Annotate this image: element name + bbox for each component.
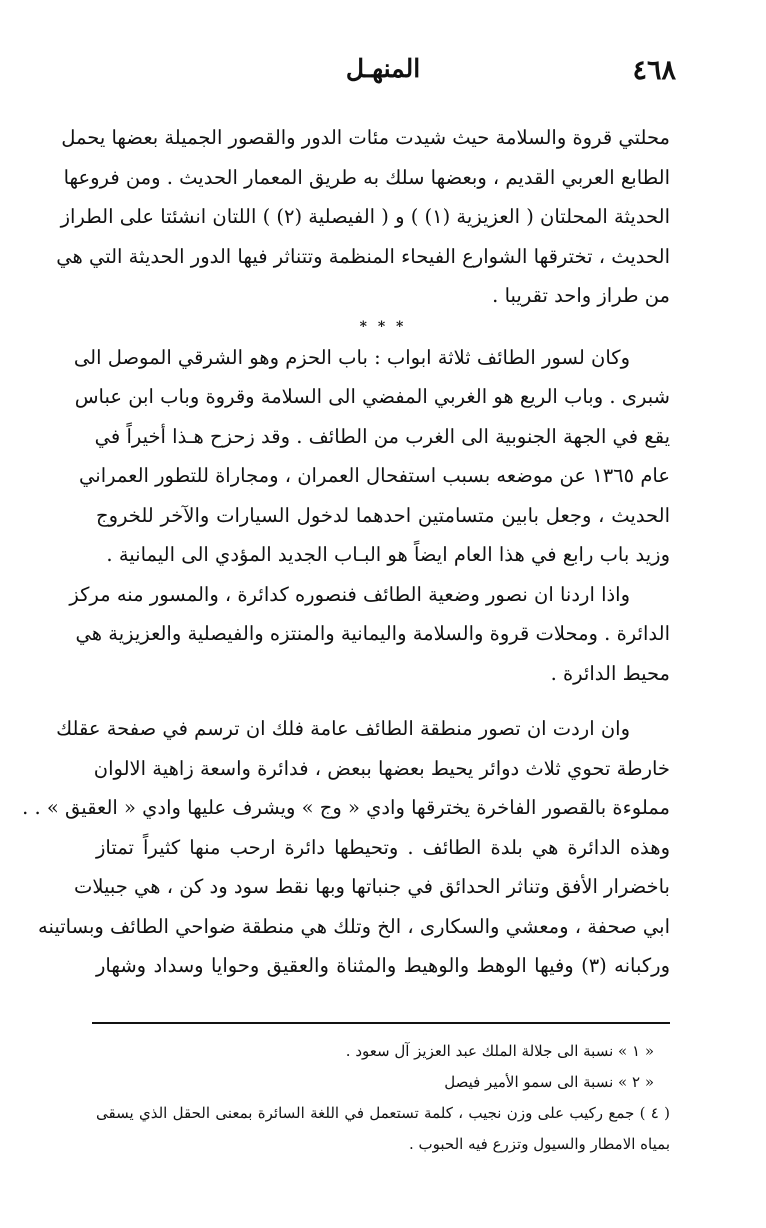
text-line: محلتي قروة والسلامة حيث شيدت مئات الدور والقصور الجميلة بعضها يحمل <box>61 126 670 149</box>
paragraph-2 <box>73 338 670 575</box>
text-line: عام ١٣٦٥ عن موضعه بسبب استفحال العمران ، ومجاراة للتطور العمراني <box>79 464 670 487</box>
footnote: « ٢ » نسبة الى سمو الأمير فيصل <box>444 1073 654 1091</box>
text-line: من طراز واحد تقريبا . <box>492 284 670 307</box>
text-line: الحديث ، وجعل بابين متسامتين احدهما لدخول السيارات والآخر للخروج <box>96 503 670 527</box>
text-line: باخضرار الأفق وتناثر الحدائق في جنباتها وبها نقط سود ود كن ، هي جبيلات <box>73 875 670 898</box>
running-head: المنهـل <box>345 54 421 83</box>
footnote: « ١ » نسبة الى جلالة الملك عبد العزيز آل سعود . <box>345 1042 654 1060</box>
text-line: وكان لسور الطائف ثلاثة ابواب : باب الحزم وهو الشرقي الموصل الى <box>73 345 630 369</box>
text-line: خارطة تحوي ثلاث دوائر يحيط بعضها ببعض ، فدائرة واسعة زاهية الالوان <box>93 756 670 780</box>
paragraph-gap <box>96 693 670 709</box>
body-text <box>22 118 670 986</box>
text-line: الطابع العربي القديم ، وبعضها سلك به طريق المعمار الحديث . ومن فروعها <box>63 165 670 189</box>
text-line: الحديث ، تخترقها الشوارع الفيحاء المنظمة وتتناثر فيها الدور الحديثة التي هي <box>56 244 670 268</box>
text-line: وان اردت ان تصور منطقة الطائف عامة فلك ان ترسم في صفحة عقلك <box>56 717 630 740</box>
paragraph-1 <box>56 118 670 316</box>
footnotes <box>96 1036 670 1160</box>
text-line: شبرى . وباب الريع هو الغربي المفضي الى السلامة وقروة وباب ابن عباس <box>74 385 670 408</box>
text-line: وزيد باب رابع في هذا العام ايضاً هو البـاب الجديد المؤدي الى اليمانية . <box>106 543 670 566</box>
page-number: ٤٦٨ <box>632 54 676 86</box>
page-header <box>80 50 686 90</box>
text-line: مملوءة بالقصور الفاخرة يخترقها وادي « وج » ويشرف عليها وادي « العقيق » . . <box>22 796 670 819</box>
paragraph-4 <box>22 709 670 986</box>
text-line: يقع في الجهة الجنوبية الى الغرب من الطائف . وقد زحزح هـذا أخيراً في <box>94 424 670 448</box>
text-line: محيط الدائرة . <box>550 661 670 685</box>
text-line: وركبانه (٣) وفيها الوهط والوهيط والمثناة والعقيق وحوايا وسداد وشهار <box>96 954 670 977</box>
text-line: وهذه الدائرة هي بلدة الطائف . وتحيطها دائرة ارحب منها كثيراً تمتاز <box>96 835 670 859</box>
footnote: بمياه الامطار والسيول وتزرع فيه الحبوب . <box>408 1135 670 1153</box>
paragraph-3 <box>69 575 670 694</box>
footnote-divider <box>92 1022 670 1024</box>
footnote: ( ٤ ) جمع ركيب على وزن نجيب ، كلمة تستعمل في اللغة السائرة بمعنى الحقل الذي يسقى <box>96 1104 671 1122</box>
text-line: ابي صحفة ، ومعشي والسكارى ، الخ وتلك هي منطقة ضواحي الطائف وبساتينه <box>38 914 670 938</box>
text-line: الحديثة المحلتان ( العزيزية (١) ) و ( الفيصلية (٢) ) اللتان انشئتا على الطراز <box>60 205 670 228</box>
text-line: واذا اردنا ان نصور وضعية الطائف فنصوره كدائرة ، والمسور منه مركز <box>69 582 630 606</box>
section-separator: * * * <box>359 318 407 335</box>
text-line: الدائرة . ومحلات قروة والسلامة واليمانية والمنتزه والفيصلية والعزيزية هي <box>75 622 670 645</box>
